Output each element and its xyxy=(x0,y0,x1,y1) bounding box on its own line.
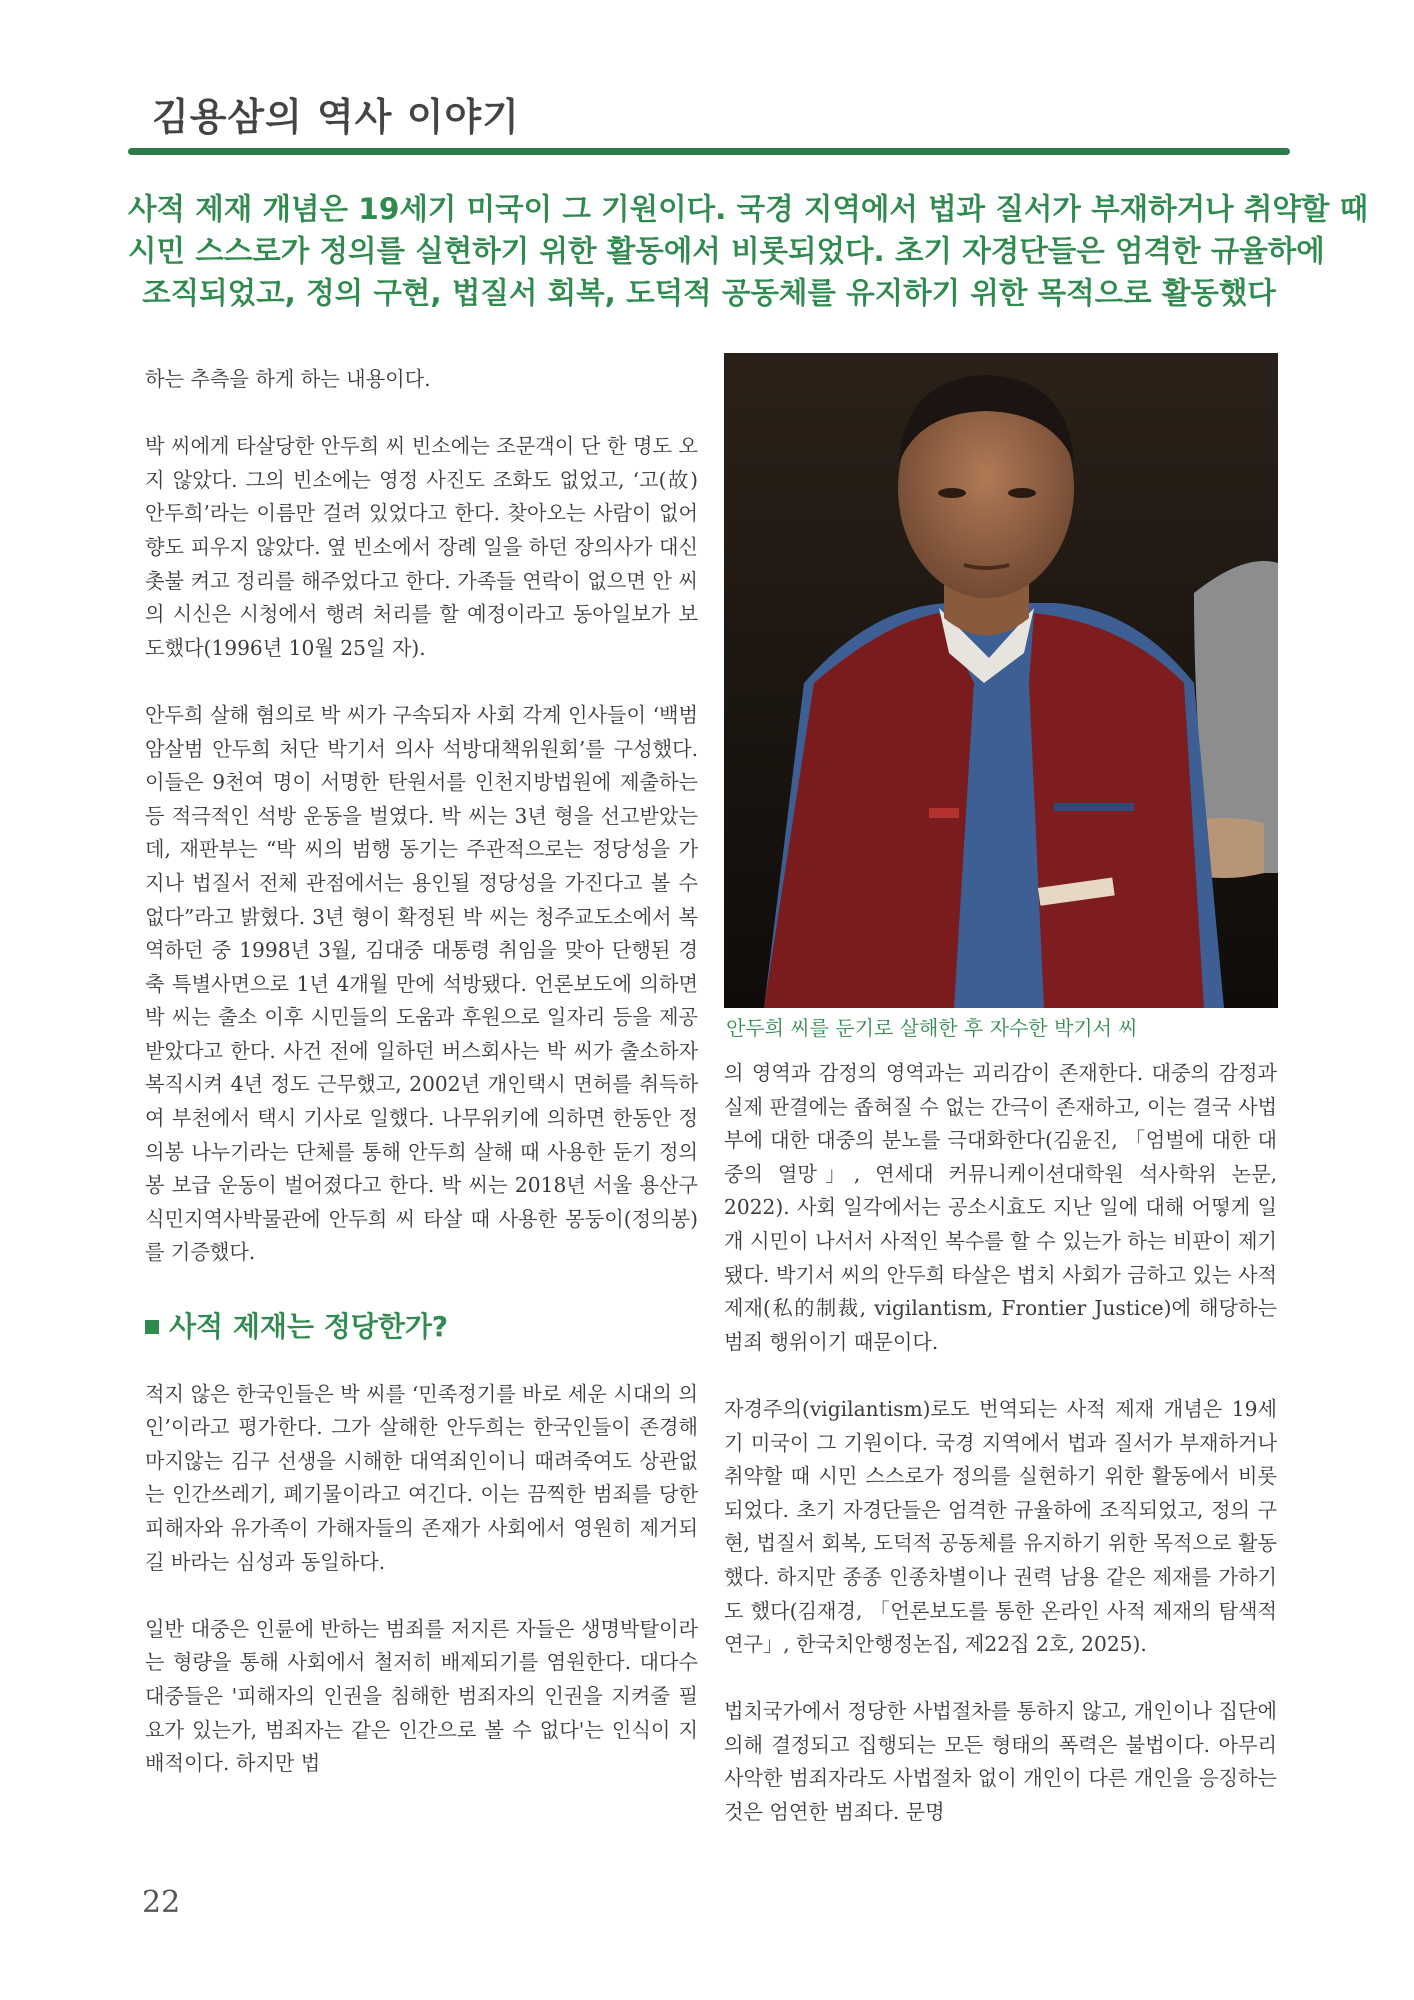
body-paragraph: 자경주의(vigilantism)로도 번역되는 사적 제재 개념은 19세기 미국이 그 기원이다. 국경 지역에서 법과 질서가 부재하거나 취약할 때 시민 스스로가 정의를 실현하기 위한 활동에서 비롯되었다. 초기 자경단들은 엄격한 규율하에 조직되었고, 정의 구현, 법질서 회복, 도덕적 공동체를 유지하기 위한 목적으로 활동했다. 하지만 종종 인종차별이나 권력 남용 같은 제재를 가하기도 했다(김재경, 「언론보도를 통한 온라인 사적 제재의 탐색적 연구」, 한국치안행정논집, 제22집 2호, 2025). xyxy=(724,1396,1277,1657)
body-paragraph: 일반 대중은 인륜에 반하는 범죄를 저지른 자들은 생명박탈이라는 형량을 통해 사회에서 철저히 배제되기를 염원한다. 대다수 대중들은 '피해자의 인권을 침해한 범죄자의 인권을 지켜줄 필요가 있는가, 범죄자는 같은 인간으로 볼 수 없다'는 인식이 지배적이다. 하지만 법 xyxy=(145,1616,698,1776)
header-divider xyxy=(128,148,1290,155)
section-heading-text: 사적 제재는 정당한가? xyxy=(169,1310,449,1344)
photo-caption: 안두희 씨를 둔기로 살해한 후 자수한 박기서 씨 xyxy=(726,1016,1138,1040)
body-paragraph: 적지 않은 한국인들은 박 씨를 ‘민족정기를 바로 세운 시대의 의인’이라고 평가한다. 그가 살해한 안두희는 한국인들이 존경해 마지않는 김구 선생을 시해한 대역죄인이니 때려죽여도 상관없는 인간쓰레기, 폐기물이라고 여긴다. 이는 끔찍한 범죄를 당한 피해자와 유가족이 가해자들의 존재가 사회에서 영원히 제거되길 바라는 심성과 동일하다. xyxy=(145,1381,698,1574)
page-number: 22 xyxy=(142,1885,181,1920)
body-paragraph: 의 영역과 감정의 영역과는 괴리감이 존재한다. 대중의 감정과 실제 판결에는 좁혀질 수 없는 간극이 존재하고, 이는 결국 사법부에 대한 대중의 분노를 극대화한다(김윤진, 「엄벌에 대한 대중의 열망」, 연세대 커뮤니케이션대학원 석사학위 논문, 2022). 사회 일각에서는 공소시효도 지난 일에 대해 어떻게 일개 시민이 나서서 사적인 복수를 할 수 있는가 하는 비판이 제기됐다. 박기서 씨의 안두희 타살은 법치 사회가 금하고 있는 사적 제재(私的制裁, vigilantism, Frontier Justice)에 해당하는 범죄 행위이기 때문이다. xyxy=(724,1061,1277,1354)
pull-quote-line: 시민 스스로가 정의를 실현하기 위한 활동에서 비롯되었다. 초기 자경단들은 엄격한 규율하에 xyxy=(128,234,1325,268)
body-paragraph: 하는 추측을 하게 하는 내용이다. xyxy=(145,367,431,391)
pull-quote-line: 조직되었고, 정의 구현, 법질서 회복, 도덕적 공동체를 유지하기 위한 목적으로 활동했다 xyxy=(142,276,1276,310)
body-paragraph: 법치국가에서 정당한 사법절차를 통하지 않고, 개인이나 집단에 의해 결정되고 집행되는 모든 형태의 폭력은 불법이다. 아무리 사악한 범죄자라도 사법절차 없이 개인이 다른 개인을 응징하는 것은 엄연한 범죄다. 문명 xyxy=(724,1699,1277,1825)
pull-quote xyxy=(128,188,1369,314)
portrait-photo xyxy=(724,353,1278,1008)
pull-quote-line: 사적 제재 개념은 19세기 미국이 그 기원이다. 국경 지역에서 법과 질서가 부재하거나 취약할 때 xyxy=(128,192,1369,226)
left-column xyxy=(145,363,698,1781)
running-header-title: 김용삼의 역사 이야기 xyxy=(152,95,520,139)
body-paragraph: 박 씨에게 타살당한 안두희 씨 빈소에는 조문객이 단 한 명도 오지 않았다. 그의 빈소에는 영정 사진도 조화도 없었고, ‘고(故) 안두희’라는 이름만 걸려 있었다고 한다. 찾아오는 사람이 없어 향도 피우지 않았다. 옆 빈소에서 장례 일을 하던 장의사가 대신 촛불 켜고 정리를 해주었다고 한다. 가족들 연락이 없으면 안 씨의 시신은 시청에서 행려 처리를 할 예정이라고 동아일보가 보도했다(1996년 10월 25일 자). xyxy=(145,434,698,660)
body-paragraph: 안두희 살해 혐의로 박 씨가 구속되자 사회 각계 인사들이 ‘백범 암살범 안두희 처단 박기서 의사 석방대책위원회’를 구성했다. 이들은 9천여 명이 서명한 탄원서를 인천지방법원에 제출하는 등 적극적인 석방 운동을 벌였다. 박 씨는 3년 형을 선고받았는데, 재판부는 “박 씨의 범행 동기는 주관적으로는 정당성을 가지나 법질서 전체 관점에서는 용인될 정당성을 가진다고 볼 수 없다”라고 밝혔다. 3년 형이 확정된 박 씨는 청주교도소에서 복역하던 중 1998년 3월, 김대중 대통령 취임을 맞아 단행된 경축 특별사면으로 1년 4개월 만에 석방됐다. 언론보도에 의하면 박 씨는 출소 이후 시민들의 도움과 후원으로 일자리 등을 제공받았다고 한다. 사건 전에 일하던 버스회사는 박 씨가 출소하자 복직시켜 4년 정도 근무했고, 2002년 개인택시 면허를 취득하여 부천에서 택시 기사로 일했다. 나무위키에 의하면 한동안 정의봉 나누기라는 단체를 통해 안두희 살해 때 사용한 둔기 정의봉 보급 운동이 벌어졌다고 한다. 박 씨는 2018년 서울 용산구 식민지역사박물관에 안두희 씨 타살 때 사용한 몽둥이(정의봉)를 기증했다. xyxy=(145,702,698,1265)
bullet-square-icon xyxy=(145,1320,159,1334)
right-column xyxy=(724,1057,1277,1830)
section-heading xyxy=(145,1310,698,1344)
